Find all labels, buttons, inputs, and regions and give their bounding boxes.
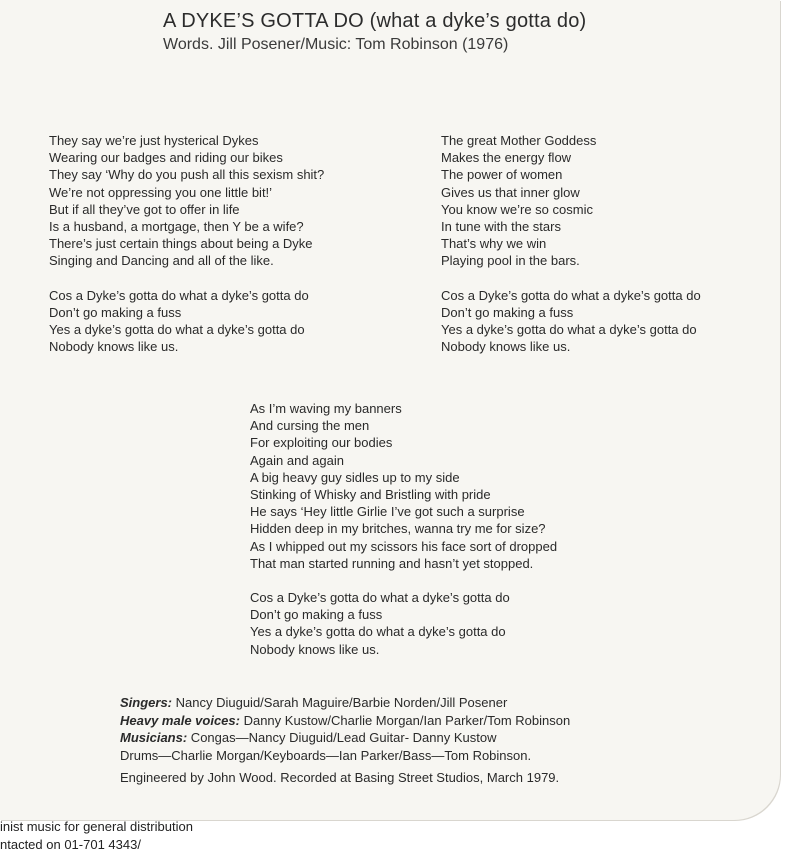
- footer-line: ntacted on 01-701 4343/: [0, 836, 141, 852]
- footer-line: inist music for general distribution: [0, 819, 193, 834]
- engineering-credit: Engineered by John Wood. Recorded at Basing Street Studios, March 1979.: [120, 770, 560, 786]
- chorus-line: Don’t go making a fuss: [49, 304, 182, 320]
- lyric-line: They say we’re just hysterical Dykes: [49, 133, 259, 148]
- heavy-voices-names: Danny Kustow/Charlie Morgan/Ian Parker/Tom Robinson: [239, 712, 571, 728]
- lyric-line: He says ‘Hey little Girlie I’ve got such a surprise: [250, 504, 525, 520]
- lyric-line: The power of women: [441, 167, 563, 183]
- chorus-line: Don’t go making a fuss: [441, 304, 574, 320]
- musicians-credit-continued: Drums—Charlie Morgan/Keyboards—Ian Parker/Bass—Tom Robinson.: [120, 747, 532, 763]
- lyric-line: That man started running and hasn’t yet stopped.: [250, 555, 534, 571]
- heavy-voices-label: Heavy male voices:: [120, 712, 240, 728]
- lyric-line: Makes the energy flow: [441, 150, 572, 166]
- lyric-line: The great Mother Goddess: [441, 133, 597, 148]
- lyric-line: Gives us that inner glow: [441, 184, 580, 200]
- singers-label: Singers:: [120, 695, 173, 710]
- lyric-line: Wearing our badges and riding our bikes: [49, 150, 283, 166]
- lyric-line: There’s just certain things about being a Dyke: [49, 236, 313, 252]
- lyric-line: We’re not oppressing you one little bit!’: [49, 184, 273, 200]
- middle-verse-column: [250, 400, 557, 658]
- stanza-gap: [49, 270, 324, 287]
- chorus-line: Yes a dyke’s gotta do what a dyke’s gotta do: [49, 322, 305, 338]
- lyric-line: And cursing the men: [250, 418, 370, 434]
- chorus-line: Yes a dyke’s gotta do what a dyke’s gotta do: [250, 624, 506, 640]
- right-verse-column: [441, 132, 701, 355]
- lyric-line: Stinking of Whisky and Bristling with pride: [250, 487, 491, 503]
- lyric-line: But if all they’ve got to offer in life: [49, 201, 240, 217]
- lyric-line: Is a husband, a mortgage, then Y be a wife?: [49, 219, 304, 235]
- lyric-line: You know we’re so cosmic: [441, 201, 593, 217]
- heavy-voices-credit: [120, 712, 570, 730]
- stanza-gap: [441, 270, 701, 287]
- musicians-label: Musicians:: [120, 730, 188, 746]
- lyric-line: Singing and Dancing and all of the like.: [49, 253, 274, 269]
- left-verse-column: [49, 132, 324, 355]
- musicians-credit: [120, 729, 570, 747]
- chorus-line: Nobody knows like us.: [250, 641, 380, 657]
- chorus-line: Nobody knows like us.: [441, 339, 571, 355]
- musicians-names: Congas—Nancy Diuguid/Lead Guitar- Danny Kustow: [187, 730, 497, 746]
- lyric-line: That’s why we win: [441, 236, 547, 252]
- chorus-line: Cos a Dyke’s gotta do what a dyke’s gotta do: [441, 287, 701, 303]
- singers-names: Nancy Diuguid/Sarah Maguire/Barbie Norden/Jill Posener: [172, 695, 508, 710]
- chorus-line: Cos a Dyke’s gotta do what a dyke’s gotta do: [250, 590, 510, 606]
- chorus-line: Nobody knows like us.: [49, 339, 179, 355]
- lyric-line: In tune with the stars: [441, 219, 561, 235]
- song-credits-subtitle: Words. Jill Posener/Music: Tom Robinson (1976): [163, 36, 509, 53]
- stanza-gap: [250, 572, 557, 589]
- recording-credits: [120, 694, 570, 787]
- footer-note: [0, 818, 193, 853]
- chorus-line: Cos a Dyke’s gotta do what a dyke’s gotta do: [49, 287, 309, 303]
- lyric-line: As I whipped out my scissors his face sort of dropped: [250, 538, 558, 554]
- lyric-line: They say ‘Why do you push all this sexism shit?: [49, 167, 325, 183]
- lyric-line: For exploiting our bodies: [250, 435, 393, 451]
- chorus-line: Yes a dyke’s gotta do what a dyke’s gotta do: [441, 322, 697, 338]
- singers-credit: [120, 694, 570, 712]
- lyric-line: A big heavy guy sidles up to my side: [250, 469, 460, 485]
- lyric-line: Playing pool in the bars.: [441, 253, 580, 269]
- lyric-line: Again and again: [250, 452, 344, 468]
- song-title: A DYKE’S GOTTA DO (what a dyke’s gotta do): [163, 10, 587, 32]
- lyric-line: As I’m waving my banners: [250, 401, 402, 416]
- lyric-line: Hidden deep in my britches, wanna try me for size?: [250, 521, 546, 537]
- chorus-line: Don’t go making a fuss: [250, 607, 383, 623]
